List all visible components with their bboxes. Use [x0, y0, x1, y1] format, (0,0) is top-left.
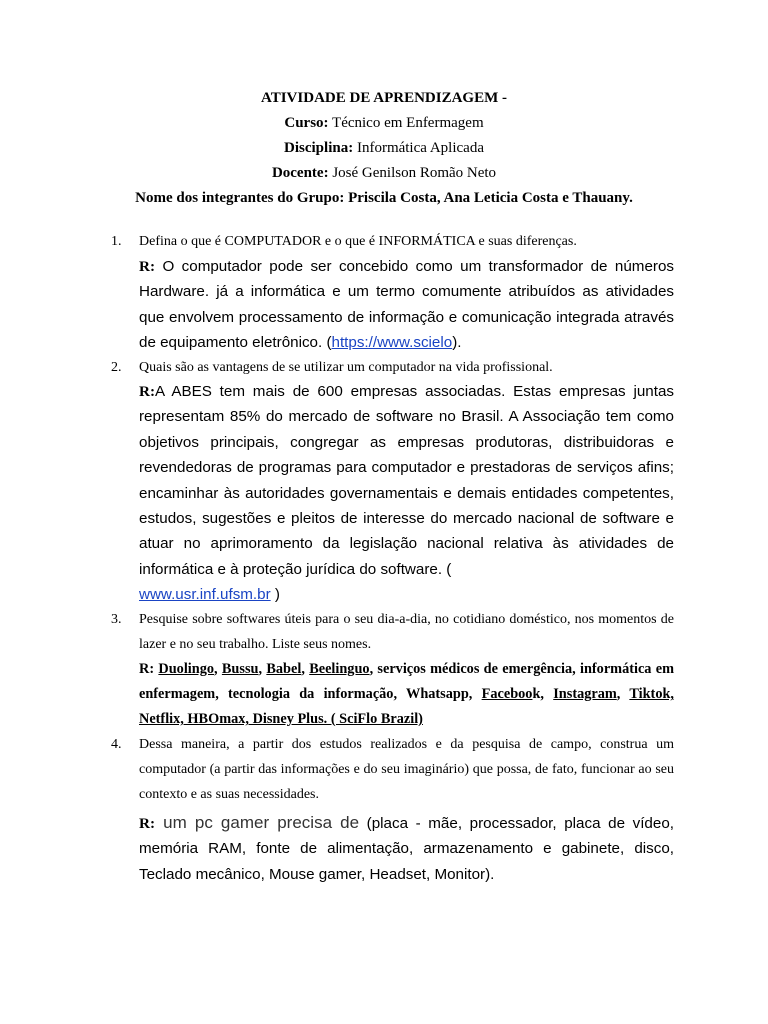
answer-4: R: um pc gamer precisa de (placa - mãe, processador, placa de vídeo, memória RAM, fonte de alimentação, armazenamento e gabinete, disco, Teclado mecânico, Mouse gamer, Headset, Monitor). [139, 813, 674, 883]
group-members: Nome dos integrantes do Grupo: Priscila Costa, Ana Leticia Costa e Thauany. [135, 190, 633, 206]
disciplina-line: Disciplina: Informática Aplicada [284, 140, 484, 156]
docente-line: Docente: José Genilson Romão Neto [271, 165, 497, 181]
document-page: ATIVIDADE DE APRENDIZAGEM - Curso: Técnico em Enfermagem Disciplina: Informática Aplicada Docente: José Genilson Romão Neto Nome dos integrantes do Grupo: Priscila Costa, Ana Leticia Costa e Thauany. 1. Defina o que é COMPUTADOR e o que é INFORMÁTICA e suas diferenças. R: O computador pode ser concebido como um transformador de números Hardware. já a informática e um termo comumente atribuídos as atividades que envolvem processamento de informação e comunicação integrada através de equipamento eletrônico. (https://www.scielo). 2. Quais são as vantagens de se utilizar um computador na vida profissional. R:A ABES tem mais de 600 empresas associadas. Estas empresas juntas representam 85% do mercado de software no Brasil. A Associação tem como objetivos principais, congregar as empresas produtoras, distribuidoras e revendedoras de programas para computador e prestadoras de serviços afins; encaminhar às autoridades governamentais e demais entidades competentes, estudos, sugestões e pleitos de interesse do mercado nacional de software e atuar no aprimoramento da legislação nacional relativa às atividades de informática e à proteção jurídica do software. ( www.usr.inf.ufsm.br ) 3. Pesquise sobre softwares úteis para o seu dia-a-dia, no cotidiano doméstico, nos momentos de lazer e no seu trabalho. Liste seus nomes. R: Duolingo, Bussu, Babel, Beelinguo, serviços médicos de emergência, informática em enfermagem, tecnologia da informação, Whatsapp, Facebook, Instagram, Tiktok, Netflix, HBOmax, Disney Plus. ( SciFlo Brazil) 4. Dessa maneira, a partir dos estudos realizados e da pesquisa de campo, construa um computador (a partir das informações e do seu imaginário) que possa, de fato, funcionar ao seu contexto e as suas necessidades. R: um pc gamer precisa de (placa - mãe, processador, placa de vídeo, memória RAM, fonte de alimentação, armazenamento e gabinete, disco, Teclado mecânico, Mouse gamer, Headset, Monitor). [0, 0, 768, 1024]
document-title: ATIVIDADE DE APRENDIZAGEM - [261, 90, 507, 106]
answer-1: R: O computador pode ser concebido como um transformador de números Hardware. já a informática e um termo comumente atribuídos as atividades que envolvem processamento de informação e comunicação integrada através de equipamento eletrônico. (https://www.scielo). [139, 258, 674, 352]
instagram-item: Instagram [553, 686, 617, 702]
document-header [0, 86, 768, 211]
answer-3: R: Duolingo, Bussu, Babel, Beelinguo, serviços médicos de emergência, informática em enfermagem, tecnologia da informação, Whatsapp, Facebook, Instagram, Tiktok, Netflix, HBOmax, Disney Plus. ( SciFlo Brazil) [139, 661, 675, 727]
other-apps: Tiktok, Netflix, HBOmax, Disney Plus. ( SciFlo Brazil) [139, 686, 674, 727]
bussu-item: Bussu [221, 661, 259, 677]
facebook-item: Faceboo [481, 686, 533, 702]
ufsm-link[interactable]: www.usr.inf.ufsm.br [139, 586, 271, 604]
answer-2: R:A ABES tem mais de 600 empresas associadas. Estas empresas juntas representam 85% do mercado de software no Brasil. A Associação tem como objetivos principais, congregar as empresas produtoras, distribuidoras e revendedoras de programas para computador e prestadoras de serviços afins; encaminhar às autoridades governamentais e demais entidades competentes, estudos, sugestões e pleitos de interesse do mercado nacional de software e atuar no aprimoramento da legislação nacional relativa às atividades de informática e à proteção jurídica do software. ( www.usr.inf.ufsm.br ) [139, 383, 674, 604]
babel-item: Babel [266, 661, 302, 677]
curso-line: Curso: Técnico em Enfermagem [284, 115, 484, 131]
scielo-link[interactable]: https://www.scielo [331, 334, 453, 352]
beelinguo-item: Beelinguo [309, 661, 370, 677]
duolingo-item: Duolingo [158, 661, 215, 677]
